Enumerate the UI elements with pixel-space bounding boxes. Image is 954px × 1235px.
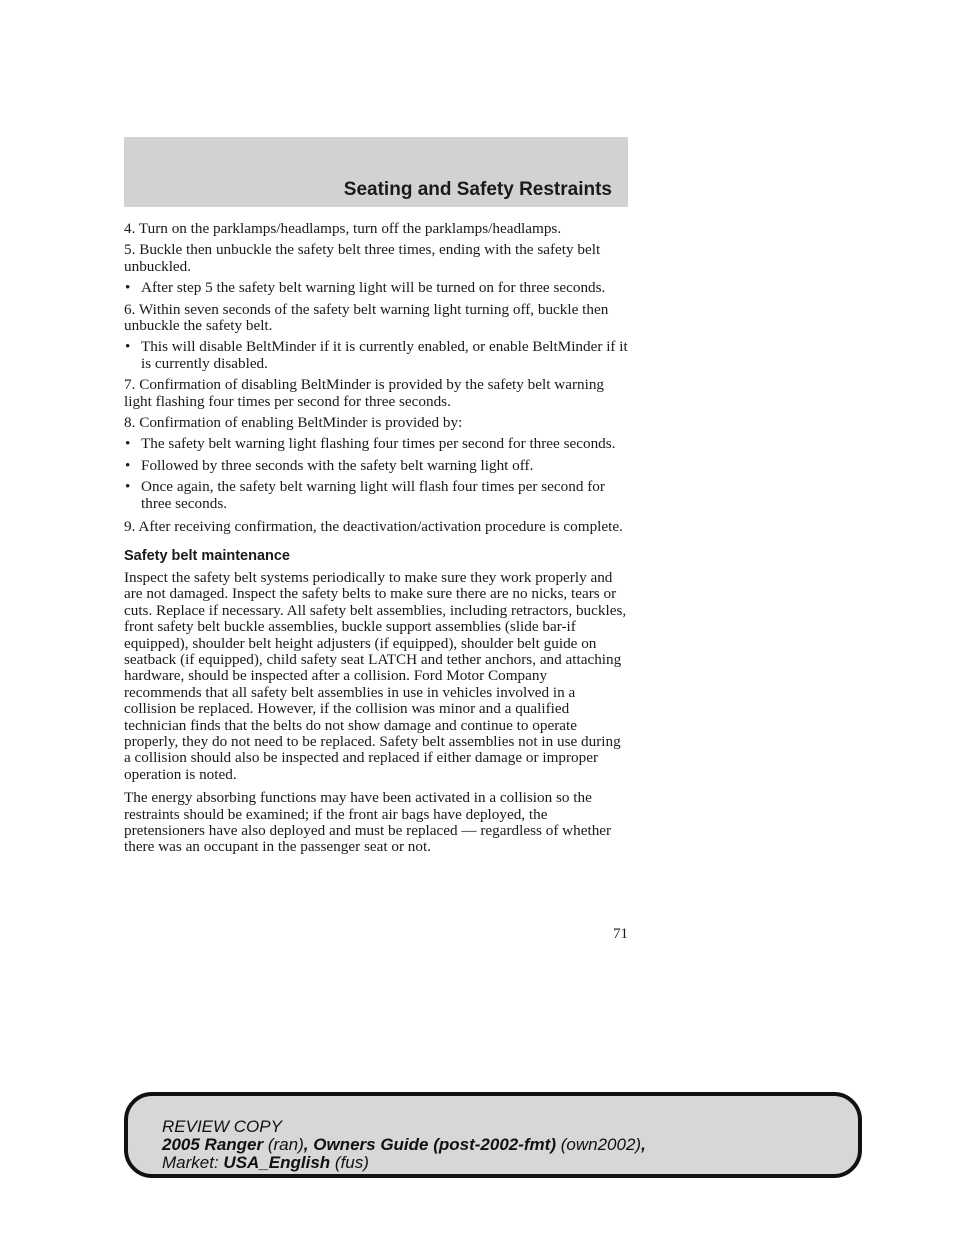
step-6: 6. Within seven seconds of the safety belt warning light turning off, buckle then unbuckle the safety belt. (124, 300, 609, 335)
bullet-icon: • (125, 338, 131, 356)
maintenance-paragraph-1: Inspect the safety belt systems periodically to make sure they work properly and are not damaged. Inspect the safety belts to make sure there are no nicks, tears or cuts. Replace if necessary. All safety belt assemblies, including retractors, buckles, front safety belt buckle assemblies, buckle support assemblies (slide bar-if equipped), shoulder belt height adjusters (if equipped), shoulder belt guide on seatback (if equipped), child safety seat LATCH and tether anchors, and attaching hardware, should be inspected after a collision. Ford Motor Company recommends that all safety belt assemblies in use in vehicles involved in a collision be replaced. However, if the collision was minor and a qualified technician finds that the belts do not show damage and continue to operate properly, they do not need to be replaced. Safety belt assemblies not in use during a collision should also be inspected and replaced if either damage or improper operation is noted. (124, 568, 627, 783)
bullet-icon: • (125, 435, 131, 453)
model-code: (ran) (267, 1135, 304, 1154)
bullet-text: The safety belt warning light flashing four times per second for three seconds. (141, 435, 616, 453)
market-name: USA_English (223, 1153, 331, 1172)
step-4: 4. Turn on the parklamps/headlamps, turn off the parklamps/headlamps. (124, 220, 562, 237)
bullet-icon: • (125, 456, 131, 474)
list-item (124, 458, 628, 474)
bullet-text: Followed by three seconds with the safety belt warning light off. (141, 456, 534, 474)
bullet-text: This will disable BeltMinder if it is currently enabled, or enable BeltMinder if it is currently disabled. (141, 338, 628, 372)
maintenance-paragraph-2: The energy absorbing functions may have been activated in a collision so the restraints should be examined; if the front air bags have deployed, the pretensioners have also deployed and must be replaced — regardless of whether there was an occupant in the passenger seat or not. (124, 789, 612, 856)
list-item (124, 339, 628, 372)
section-title: Seating and Safety Restraints (343, 179, 612, 200)
step-9: 9. After receiving confirmation, the deactivation/activation procedure is complete. (124, 518, 623, 536)
page-number: 71 (613, 926, 628, 942)
step-7: 7. Confirmation of disabling BeltMinder is provided by the safety belt warning light flashing four times per second for three seconds. (124, 376, 605, 410)
bullet-text: After step 5 the safety belt warning light will be turned on for three seconds. (141, 279, 606, 297)
step-5: 5. Buckle then unbuckle the safety belt three times, ending with the safety belt unbuckled. (124, 241, 601, 275)
separator: , (641, 1135, 646, 1154)
step-8: 8. Confirmation of enabling BeltMinder is provided by: (124, 414, 463, 432)
list-item (124, 436, 628, 452)
review-footer-text (162, 1118, 646, 1172)
document-identity-line (162, 1136, 646, 1154)
bullet-icon: • (125, 478, 131, 496)
separator: , (303, 1135, 309, 1154)
market-line (162, 1154, 646, 1172)
guide-name: Owners Guide (post-2002-fmt) (313, 1135, 556, 1154)
list-item (124, 280, 628, 296)
section-header-band (124, 137, 628, 207)
page-content (124, 221, 628, 861)
bullet-icon: • (125, 279, 131, 297)
list-item (124, 479, 628, 512)
market-code: (fus) (334, 1153, 369, 1172)
maintenance-heading: Safety belt maintenance (124, 547, 290, 564)
bullet-text: Once again, the safety belt warning light will flash four times per second for three seconds. (141, 478, 605, 512)
guide-code: (own2002) (560, 1135, 642, 1154)
market-label: Market: (162, 1153, 219, 1172)
model-name: 2005 Ranger (162, 1135, 264, 1154)
review-copy-label: REVIEW COPY (162, 1117, 282, 1136)
